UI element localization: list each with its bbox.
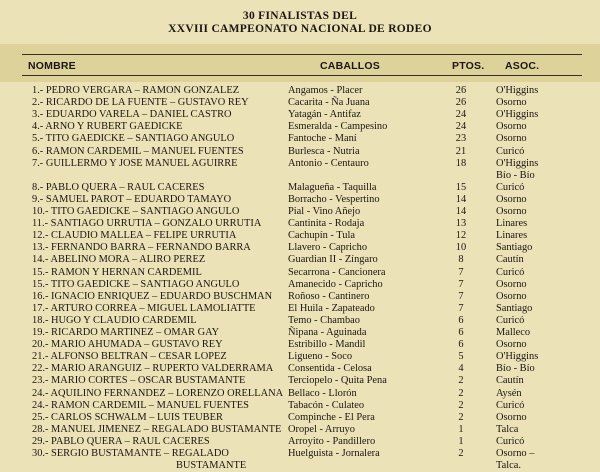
row-horses: Huelguista - Jornalera xyxy=(288,448,380,459)
row-name: 24.- RAMON CARDEMIL – MANUEL FUENTES xyxy=(32,399,249,411)
table-row xyxy=(0,230,600,242)
table-row xyxy=(0,424,600,436)
row-horses: Terciopelo - Quita Pena xyxy=(288,375,387,387)
row-name: 14.- ABELINO MORA – ALIRO PEREZ xyxy=(32,254,206,266)
table-row xyxy=(0,254,600,266)
row-points: 7 xyxy=(458,290,464,302)
row-association: Cautín xyxy=(496,254,524,266)
row-name: 1.- PEDRO VERGARA – RAMON GONZALEZ xyxy=(32,85,240,96)
row-name: 7.- GUILLERMO Y JOSE MANUEL AGUIRRE xyxy=(32,157,238,169)
table-row xyxy=(0,121,600,133)
row-points: 24 xyxy=(455,109,467,121)
table-row xyxy=(0,206,600,218)
title-line-2: XXVIII CAMPEONATO NACIONAL DE RODEO xyxy=(168,23,432,35)
table-row xyxy=(0,460,600,472)
row-points: 7 xyxy=(458,278,464,290)
row-points: 5 xyxy=(458,351,464,363)
row-association: Osorno xyxy=(496,278,527,290)
row-points: 18 xyxy=(455,157,467,169)
row-name: 19.- RICARDO MARTINEZ – OMAR GAY xyxy=(32,327,220,338)
row-points: 6 xyxy=(458,339,464,351)
row-name: 25.- CARLOS SCHWALM – LUIS TEUBER xyxy=(32,411,223,423)
row-points: 1 xyxy=(458,435,464,447)
top-rule xyxy=(22,54,582,55)
table-row xyxy=(0,279,600,291)
header-pts: PTOS. xyxy=(452,60,485,72)
row-name: 16.- IGNACIO ENRIQUEZ – EDUARDO BUSCHMAN xyxy=(32,290,273,302)
row-name: 22.- MARIO ARANGUIZ – RUPERTO VALDERRAMA xyxy=(32,363,274,375)
row-association: Linares xyxy=(496,230,528,242)
row-horses: Borracho - Vespertino xyxy=(288,193,380,205)
row-association: O'Higgins xyxy=(496,157,539,169)
table-row xyxy=(0,291,600,303)
row-name: 30.- SERGIO BUSTAMANTE – REGALADO xyxy=(32,448,229,459)
header-rule xyxy=(22,75,582,76)
header-name: NOMBRE xyxy=(28,60,76,72)
row-name: 4.- ARNO Y RUBERT GAEDICKE xyxy=(32,121,183,133)
row-horses: Esmeralda - Campesino xyxy=(288,121,388,133)
row-horses: Secarrona - Cancionera xyxy=(288,266,386,278)
row-points: 12 xyxy=(455,230,467,242)
row-horses: El Huila - Zapateado xyxy=(288,302,375,314)
row-horses: Cantinita - Rodaja xyxy=(288,218,365,230)
row-association: O'Higgins xyxy=(496,85,539,96)
row-points: 21 xyxy=(455,145,467,157)
row-association: Cautín xyxy=(496,375,524,387)
table-row xyxy=(0,109,600,121)
row-association: Curicó xyxy=(496,145,525,157)
row-association: Curicó xyxy=(496,181,525,193)
row-horses: Fantoche - Maní xyxy=(288,133,357,145)
row-points: 2 xyxy=(458,387,464,399)
row-points: 4 xyxy=(458,363,464,375)
row-name: 17.- ARTURO CORREA – MIGUEL LAMOLIATTE xyxy=(32,302,256,314)
row-name: 24.- AQUILINO FERNANDEZ – LORENZO ORELLANA xyxy=(32,387,284,399)
table-row xyxy=(0,146,600,158)
row-horses: Malagueña - Taquilla xyxy=(288,181,377,193)
row-points: 24 xyxy=(455,121,467,133)
row-association: Bío - Bío xyxy=(496,169,535,181)
row-association: Talca. xyxy=(496,460,521,472)
table-row xyxy=(0,303,600,315)
row-association: Osorno xyxy=(496,339,527,351)
row-horses: Pial - Vino Añejo xyxy=(288,206,361,217)
row-name: 15.- RAMON Y HERNAN CARDEMIL xyxy=(32,266,202,278)
table-row xyxy=(0,400,600,412)
table-row xyxy=(0,242,600,254)
row-name: 11.- SANTIAGO URRUTIA – GONZALO URRUTIA xyxy=(32,218,262,230)
table-row xyxy=(0,448,600,460)
row-points: 26 xyxy=(455,85,467,96)
row-name: 5.- TITO GAEDICKE – SANTIAGO ANGULO xyxy=(32,133,235,145)
row-horses: Guardian II - Zíngaro xyxy=(288,254,378,266)
row-name: 15.- TITO GAEDICKE – SANTIAGO ANGULO xyxy=(32,278,240,290)
row-horses: Cacarita - Ña Juana xyxy=(288,97,370,109)
row-association: Osorno – xyxy=(496,448,535,459)
row-horses: Compinche - El Pera xyxy=(288,411,375,423)
row-name: 18.- HUGO Y CLAUDIO CARDEMIL xyxy=(32,314,197,326)
row-association: Curicó xyxy=(496,435,525,447)
row-points: 7 xyxy=(458,302,464,314)
row-name: BUSTAMANTE xyxy=(176,460,247,472)
row-association: Bío - Bío xyxy=(496,363,535,375)
table-row xyxy=(0,363,600,375)
row-association: Talca xyxy=(496,423,519,435)
row-points: 10 xyxy=(455,242,467,254)
row-association: Osorno xyxy=(496,121,527,133)
row-horses: Llavero - Capricho xyxy=(288,242,368,254)
row-horses: Arroyito - Pandillero xyxy=(288,435,376,447)
row-horses: Consentida - Celosa xyxy=(288,363,372,375)
table-row xyxy=(0,182,600,194)
row-association: Curicó xyxy=(496,266,525,278)
row-horses: Tabacón - Culateo xyxy=(288,399,365,411)
row-association: Santiago xyxy=(496,302,533,314)
row-points: 13 xyxy=(455,218,467,230)
row-points: 14 xyxy=(455,206,467,217)
row-points: 7 xyxy=(458,266,464,278)
row-points: 15 xyxy=(455,181,467,193)
row-association: Curicó xyxy=(496,314,525,326)
row-horses: Burlesca - Nutria xyxy=(288,145,360,157)
row-association: Osorno xyxy=(496,97,527,109)
row-association: Osorno xyxy=(496,411,527,423)
row-horses: Antonio - Centauro xyxy=(288,157,369,169)
table-row xyxy=(0,436,600,448)
table-row xyxy=(0,133,600,145)
row-association: Osorno xyxy=(496,193,527,205)
table-row xyxy=(0,375,600,387)
row-association: O'Higgins xyxy=(496,109,539,121)
table-row xyxy=(0,327,600,339)
row-association: O'Higgins xyxy=(496,351,539,363)
header-asoc: ASOC. xyxy=(505,60,540,72)
row-name: 8.- PABLO QUERA – RAUL CACERES xyxy=(32,181,205,193)
table-row xyxy=(0,388,600,400)
row-association: Osorno xyxy=(496,206,527,217)
row-name: 21.- ALFONSO BELTRAN – CESAR LOPEZ xyxy=(32,351,227,363)
header-horses: CABALLOS xyxy=(320,60,380,72)
row-name: 6.- RAMON CARDEMIL – MANUEL FUENTES xyxy=(32,145,244,157)
row-name: 13.- FERNANDO BARRA – FERNANDO BARRA xyxy=(32,242,251,254)
row-horses: Yatagán - Antifaz xyxy=(288,109,361,121)
row-points: 23 xyxy=(455,133,467,145)
row-horses: Roñoso - Cantinero xyxy=(288,290,370,302)
row-points: 2 xyxy=(458,411,464,423)
table-row xyxy=(0,339,600,351)
row-points: 14 xyxy=(455,193,467,205)
row-name: 29.- PABLO QUERA – RAUL CACERES xyxy=(32,435,210,447)
row-points: 6 xyxy=(458,327,464,338)
title-line-1: 30 FINALISTAS DEL xyxy=(242,10,358,22)
row-association: Osorno xyxy=(496,133,527,145)
row-horses: Angamos - Placer xyxy=(288,85,363,96)
table-row xyxy=(0,267,600,279)
row-name: 23.- MARIO CORTES – OSCAR BUSTAMANTE xyxy=(32,375,246,387)
row-horses: Ñipana - Aguinada xyxy=(288,327,367,338)
table-row xyxy=(0,85,600,97)
table-row xyxy=(0,194,600,206)
row-points: 2 xyxy=(458,399,464,411)
row-points: 8 xyxy=(458,254,464,266)
row-horses: Oropel - Arruyo xyxy=(288,423,355,435)
row-horses: Estribillo - Mandil xyxy=(288,339,366,351)
row-points: 1 xyxy=(458,423,464,435)
table-row xyxy=(0,170,600,182)
row-association: Aysén xyxy=(496,387,522,399)
row-points: 26 xyxy=(455,97,467,109)
row-name: 9.- SAMUEL PAROT – EDUARDO TAMAYO xyxy=(32,193,232,205)
row-name: 10.- TITO GAEDICKE – SANTIAGO ANGULO xyxy=(32,206,240,217)
row-name: 20.- MARIO AHUMADA – GUSTAVO REY xyxy=(32,339,223,351)
row-points: 2 xyxy=(458,448,464,459)
row-points: 2 xyxy=(458,375,464,387)
row-association: Curicó xyxy=(496,399,525,411)
table-row xyxy=(0,351,600,363)
row-horses: Temo - Chambao xyxy=(288,314,360,326)
row-name: 28.- MANUEL JIMENEZ – REGALADO BUSTAMANTE xyxy=(32,423,282,435)
row-association: Malleco xyxy=(496,327,531,338)
table-row xyxy=(0,315,600,327)
row-association: Osorno xyxy=(496,290,527,302)
row-name: 12.- CLAUDIO MALLEA – FELIPE URRUTIA xyxy=(32,230,237,242)
table-row xyxy=(0,412,600,424)
row-horses: Amanecido - Capricho xyxy=(288,278,383,290)
row-association: Santiago xyxy=(496,242,533,254)
table-row xyxy=(0,97,600,109)
row-horses: Bellaco - Llorón xyxy=(288,387,357,399)
row-points: 6 xyxy=(458,314,464,326)
row-name: 3.- EDUARDO VARELA – DANIEL CASTRO xyxy=(32,109,232,121)
row-horses: Cachupín - Tula xyxy=(288,230,355,242)
table-row xyxy=(0,158,600,170)
table-row xyxy=(0,218,600,230)
row-horses: Ligueno - Soco xyxy=(288,351,353,363)
row-name: 2.- RICARDO DE LA FUENTE – GUSTAVO REY xyxy=(32,97,249,109)
row-association: Linares xyxy=(496,218,528,230)
